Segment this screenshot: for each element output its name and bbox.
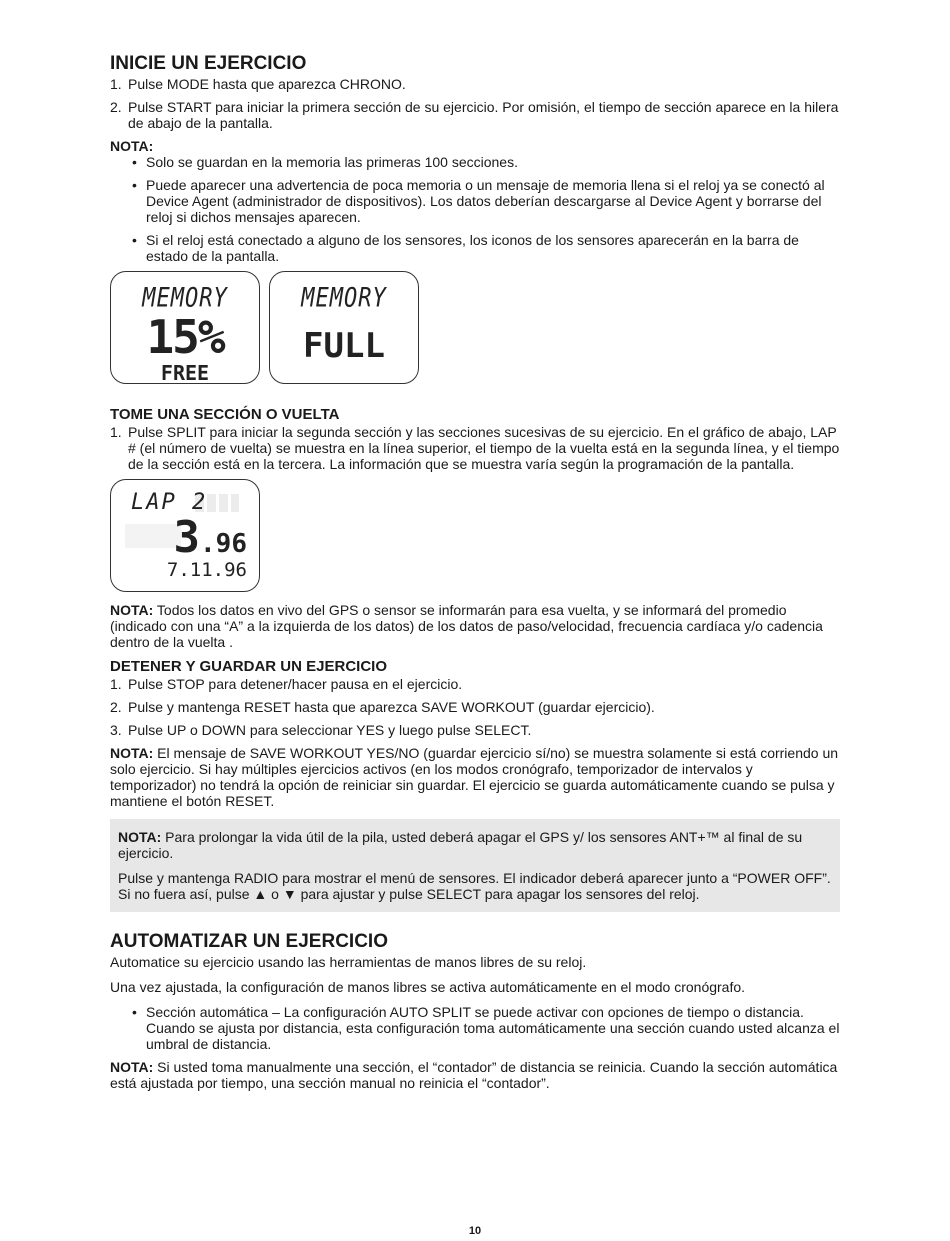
section-title-stop-save: DETENER Y GUARDAR UN EJERCICIO [110,658,387,675]
list-item: • Si el reloj está conectado a alguno de los sensores, los iconos de los sensores aparecerán en la barra de estado de la pantalla. [132,232,840,264]
radio-instructions: Pulse y mantenga RADIO para mostrar el menú de sensores. El indicador deberá aparecer junto a “POWER OFF”. Si no fuera así, pulse ▲ o ▼ para ajustar y pulse SELECT para apagar los sensores del reloj. [118,870,831,902]
list-item: 1. Pulse MODE hasta que aparezca CHRONO. [110,76,406,92]
section-title-start-workout: INICIE UN EJERCICIO [110,53,307,74]
list-item: 1. Pulse SPLIT para iniciar la segunda sección y las secciones sucesivas de su ejercicio. En el gráfico de abajo, LAP # (el número de vuelta) se muestra en la línea superior, el tiempo de la vuelta está en la segunda línea, y el tiempo de la sección está en la tercera. La información que se muestra varía según la programación de la pantalla. [110,424,840,472]
list-item: 1. Pulse STOP para detener/hacer pausa en el ejercicio. [110,676,463,692]
list-item: • Solo se guardan en la memoria las primeras 100 secciones. [132,154,840,170]
section-title-split-lap: TOME UNA SECCIÓN O VUELTA [110,406,340,423]
section-title-automate: AUTOMATIZAR UN EJERCICIO [110,931,388,952]
list-item: • Puede aparecer una advertencia de poca memoria o un mensaje de memoria llena si el reloj ya se conectó al Device Agent (administrador de dispositivos). Los datos deberían descargarse al Device Agent y borrarse del reloj si dichos mensajes aparecen. [132,177,840,225]
memory-full-display [269,271,419,384]
list-item: 2. Pulse START para iniciar la primera sección de su ejercicio. Por omisión, el tiempo de sección aparece en la hilera de abajo de la pantalla. [110,99,839,131]
automate-intro: Automatice su ejercicio usando las herramientas de manos libres de su reloj. [110,954,587,970]
battery-note-box [110,819,840,912]
split-time: 7.11.96 [166,559,247,581]
start-steps-list [110,76,840,131]
lap-time: 3.96 [173,512,247,563]
note-label: NOTA: [110,138,154,154]
page-number: 10 [468,1225,482,1237]
note-bullets [132,154,840,264]
automate-bullets [132,1004,840,1052]
display-value: 15% [146,310,224,364]
lap-display [110,479,260,592]
list-item: 3. Pulse UP o DOWN para seleccionar YES y luego pulse SELECT. [110,722,532,738]
split-steps-list [110,424,840,472]
auto-split-note: NOTA: Si usted toma manualmente una sección, el “contador” de distancia se reinicia. Cuando la sección automática está ajustada por tiempo, una sección manual no reinicia el “contador”. [110,1059,838,1091]
memory-free-display [110,271,260,384]
display-label: MEMORY [301,283,387,314]
page-content [110,52,840,1097]
automate-config: Una vez ajustada, la configuración de manos libres se activa automáticamente en el modo cronógrafo. [110,979,746,995]
lap-displays [110,479,840,592]
stop-steps-list [110,676,840,738]
memory-displays [110,271,840,384]
display-sub: FREE [160,361,210,384]
lap-note: NOTA: Todos los datos en vivo del GPS o sensor se informarán para esa vuelta, y se informará del promedio (indicado con una “A” a la izquierda de los datos) de los datos de paso/velocidad, frecuencia cardíaca y/o cadencia dentro de la vuelta . [110,602,823,650]
list-item: 2. Pulse y mantenga RESET hasta que aparezca SAVE WORKOUT (guardar ejercicio). [110,699,655,715]
save-note: NOTA: El mensaje de SAVE WORKOUT YES/NO (guardar ejercicio sí/no) se muestra solamente si está corriendo un solo ejercicio. Si hay múltiples ejercicios activos (en los modos cronógrafo, temporizador de intervalos y temporizador) no tendrá la opción de reiniciar sin guardar. El ejercicio se guarda automáticamente cuando se pulsa y mantiene el botón RESET. [110,745,839,809]
display-value: FULL [303,326,385,366]
lap-number: LAP 2 [131,490,208,515]
list-item: • Sección automática – La configuración AUTO SPLIT se puede activar con opciones de tiempo o distancia. Cuando se ajusta por distancia, esta configuración toma automáticamente una sección cuando usted alcanza el umbral de distancia. [132,1004,840,1052]
display-label: MEMORY [142,283,228,314]
battery-note: NOTA: Para prolongar la vida útil de la pila, usted deberá apagar el GPS y/ los sensores ANT+™ al final de su ejercicio. [118,829,803,861]
